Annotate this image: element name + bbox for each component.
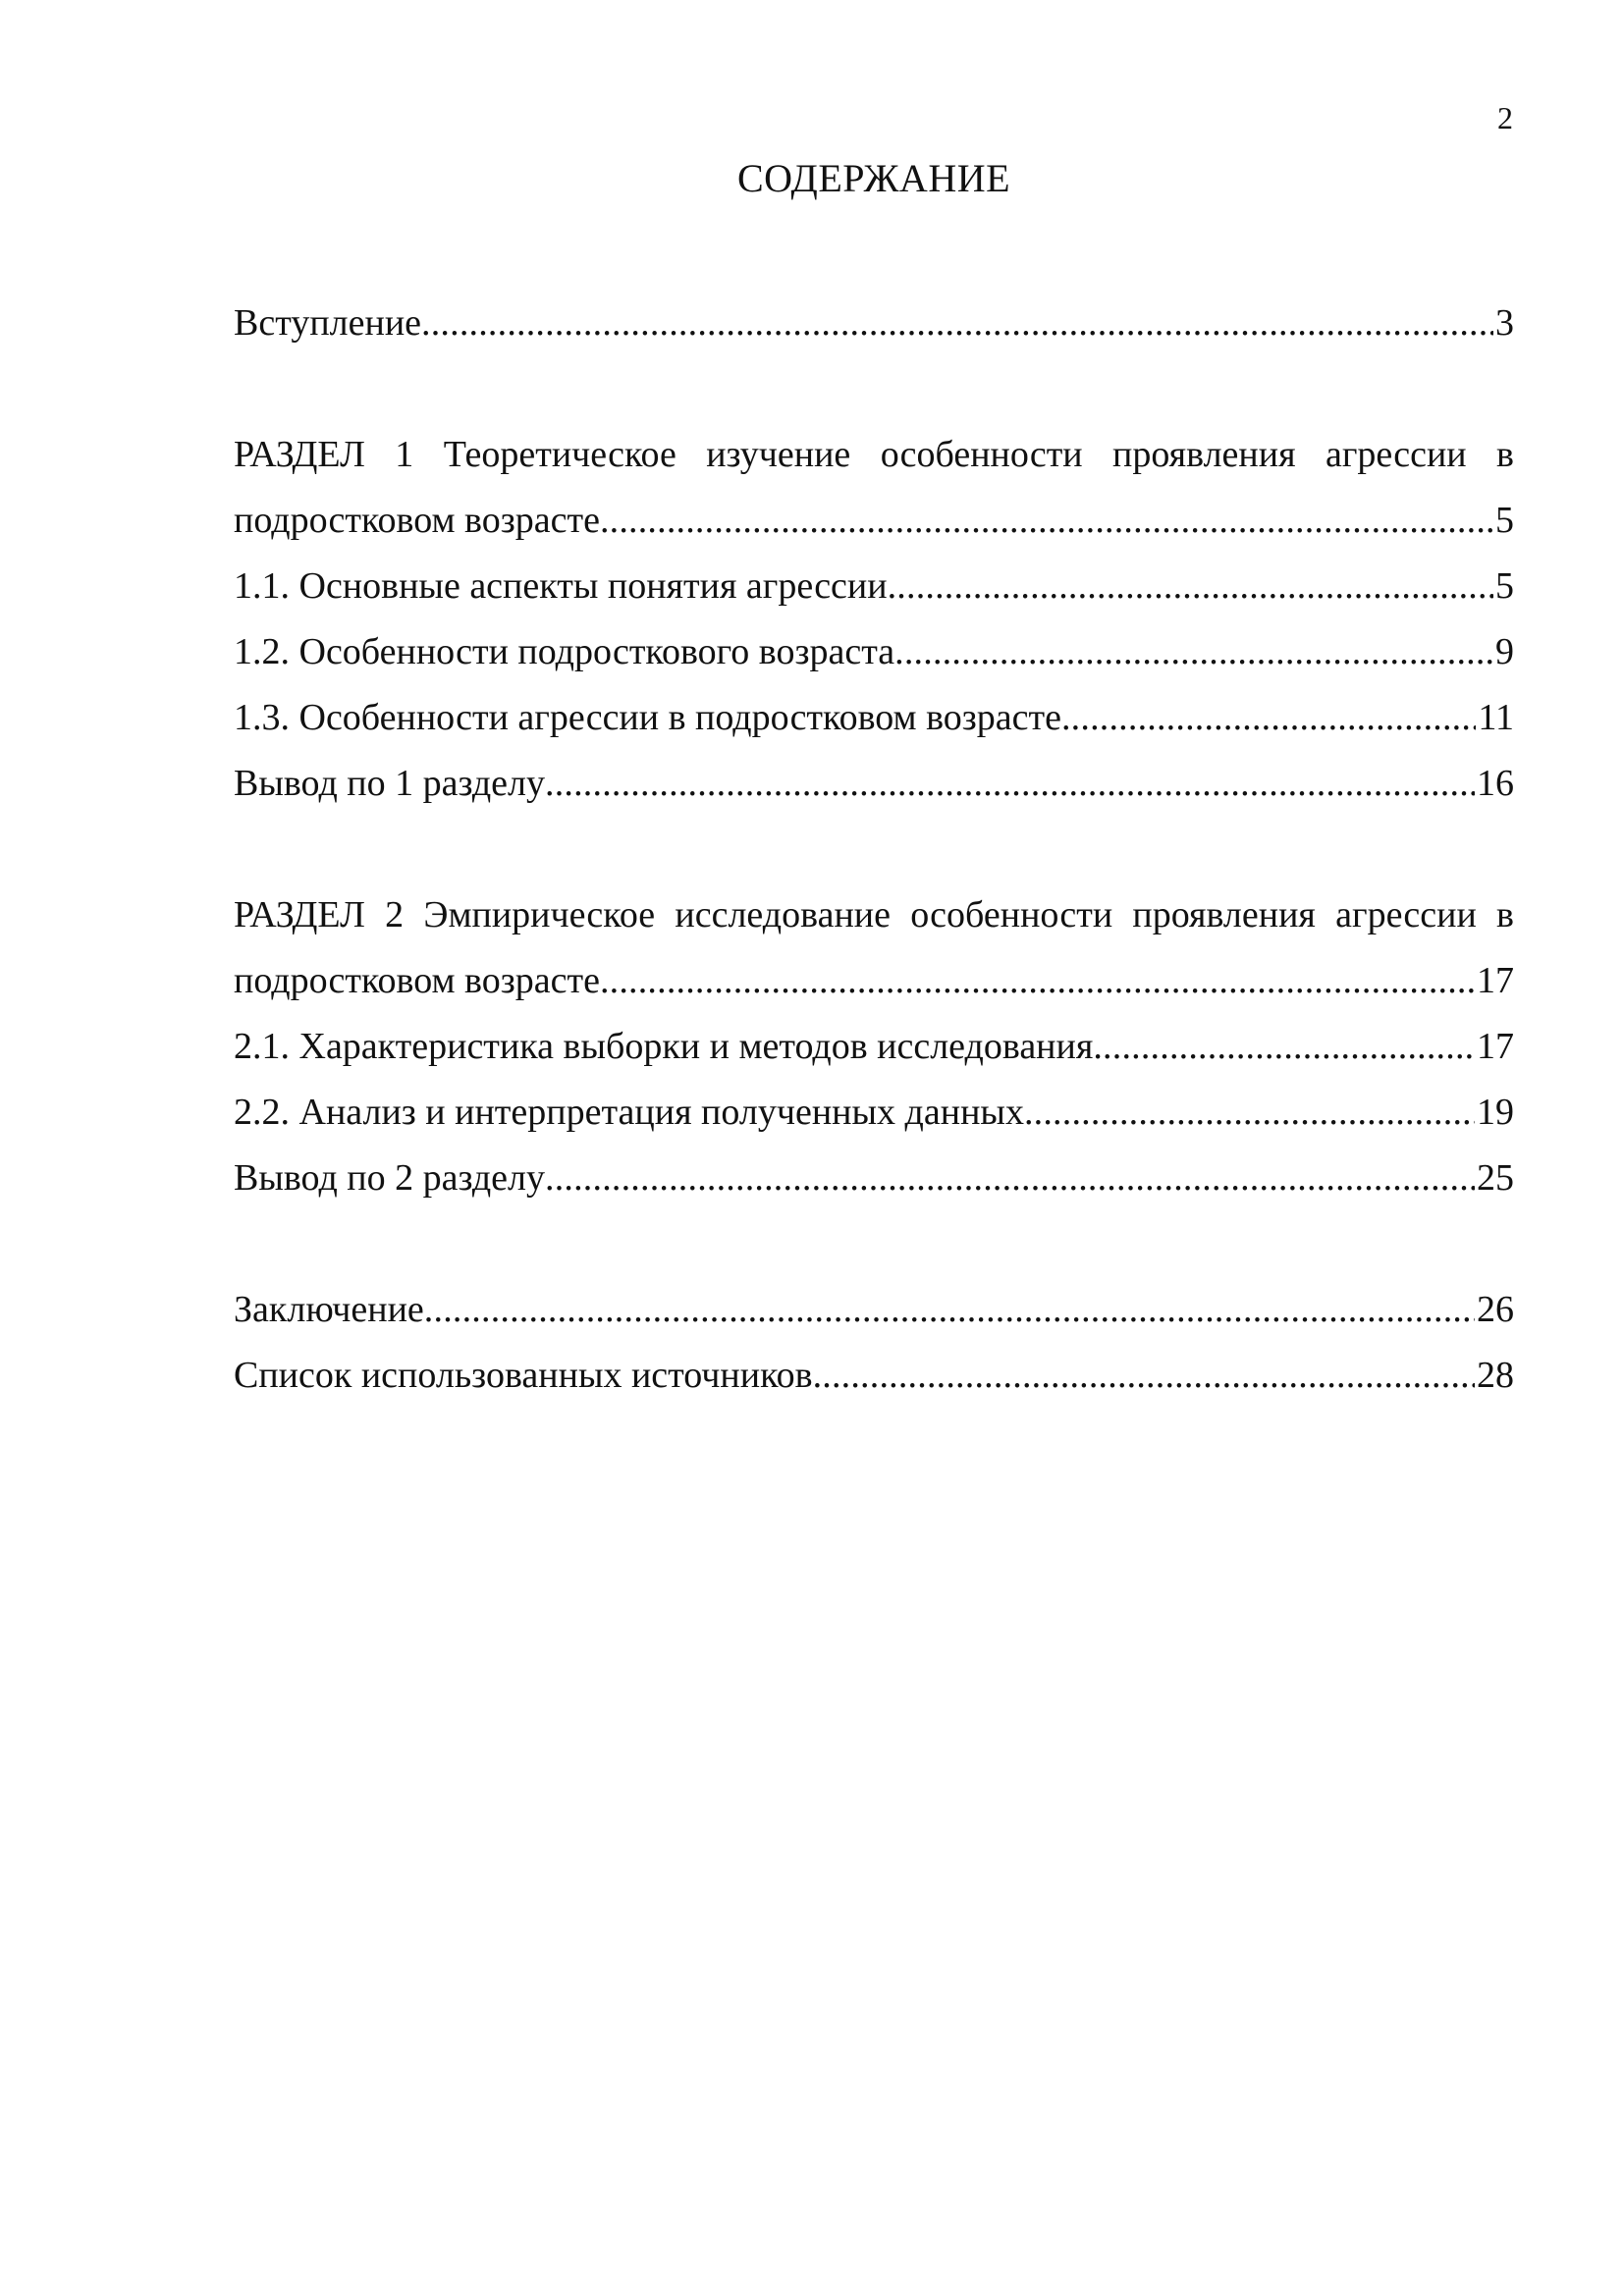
toc-entry-page: 17 (1475, 948, 1514, 1014)
toc-section-heading: РАЗДЕЛ 1 Теоретическое изучение особенности проявления агрессии в (234, 434, 1514, 475)
toc-entry-text: Вывод по 1 разделу ..... (234, 763, 1514, 804)
toc-entry-text: Заключение ..... (234, 1289, 1514, 1330)
toc-entry[interactable] (234, 948, 1514, 1014)
page-number: 2 (1497, 100, 1513, 135)
toc-entry-page: 9 (1493, 619, 1514, 685)
toc-entry-page: 16 (1475, 751, 1514, 817)
toc-entry[interactable] (234, 1343, 1514, 1409)
toc-entry[interactable] (234, 1277, 1514, 1343)
toc-group-intro (234, 291, 1514, 356)
toc-entry[interactable] (234, 291, 1514, 356)
toc-entry-text: Вступление ..... (234, 302, 1514, 344)
toc-entry-page: 3 (1493, 291, 1514, 356)
toc-entry-text: подростковом возрасте ..... (234, 500, 1514, 541)
toc-entry-text: Список использованных источников ..... (234, 1355, 1514, 1396)
toc-group-conclusion (234, 1277, 1514, 1409)
toc-entry-text: Вывод по 2 разделу ..... (234, 1157, 1514, 1199)
page-title: СОДЕРЖАНИЕ (736, 156, 1011, 200)
toc-entry[interactable] (234, 1014, 1514, 1080)
toc-entry-page: 25 (1475, 1146, 1514, 1211)
toc-entry-text: 1.2. Особенности подросткового возраста ..... (234, 631, 1514, 672)
toc-entry-text: 1.3. Особенности агрессии в подростковом возрасте ..... (234, 697, 1514, 738)
toc-entry[interactable] (234, 488, 1514, 554)
toc-entry[interactable] (234, 685, 1514, 751)
toc-entry-text: 2.2. Анализ и интерпретация полученных данных ..... (234, 1092, 1514, 1133)
toc-entry-text: подростковом возрасте ..... (234, 960, 1514, 1001)
toc-section-heading: РАЗДЕЛ 2 Эмпирическое исследование особенности проявления агрессии в (234, 894, 1514, 935)
toc-group-section-2 (234, 882, 1514, 1211)
toc-entry[interactable] (234, 619, 1514, 685)
toc-entry[interactable] (234, 1146, 1514, 1211)
toc-entry-text: 1.1. Основные аспекты понятия агрессии ..... (234, 565, 1514, 607)
toc-entry-page: 11 (1476, 685, 1514, 751)
toc-entry-page: 26 (1475, 1277, 1514, 1343)
toc-entry-page: 17 (1475, 1014, 1514, 1080)
toc-entry[interactable] (234, 751, 1514, 817)
toc-entry-text: 2.1. Характеристика выборки и методов исследования ..... (234, 1026, 1514, 1067)
table-of-contents (234, 291, 1514, 1474)
toc-entry-page: 28 (1475, 1343, 1514, 1409)
toc-entry-page: 5 (1493, 488, 1514, 554)
toc-entry-page: 5 (1493, 554, 1514, 619)
toc-entry[interactable] (234, 554, 1514, 619)
toc-entry-page: 19 (1475, 1080, 1514, 1146)
toc-entry[interactable] (234, 1080, 1514, 1146)
toc-group-section-1 (234, 422, 1514, 817)
